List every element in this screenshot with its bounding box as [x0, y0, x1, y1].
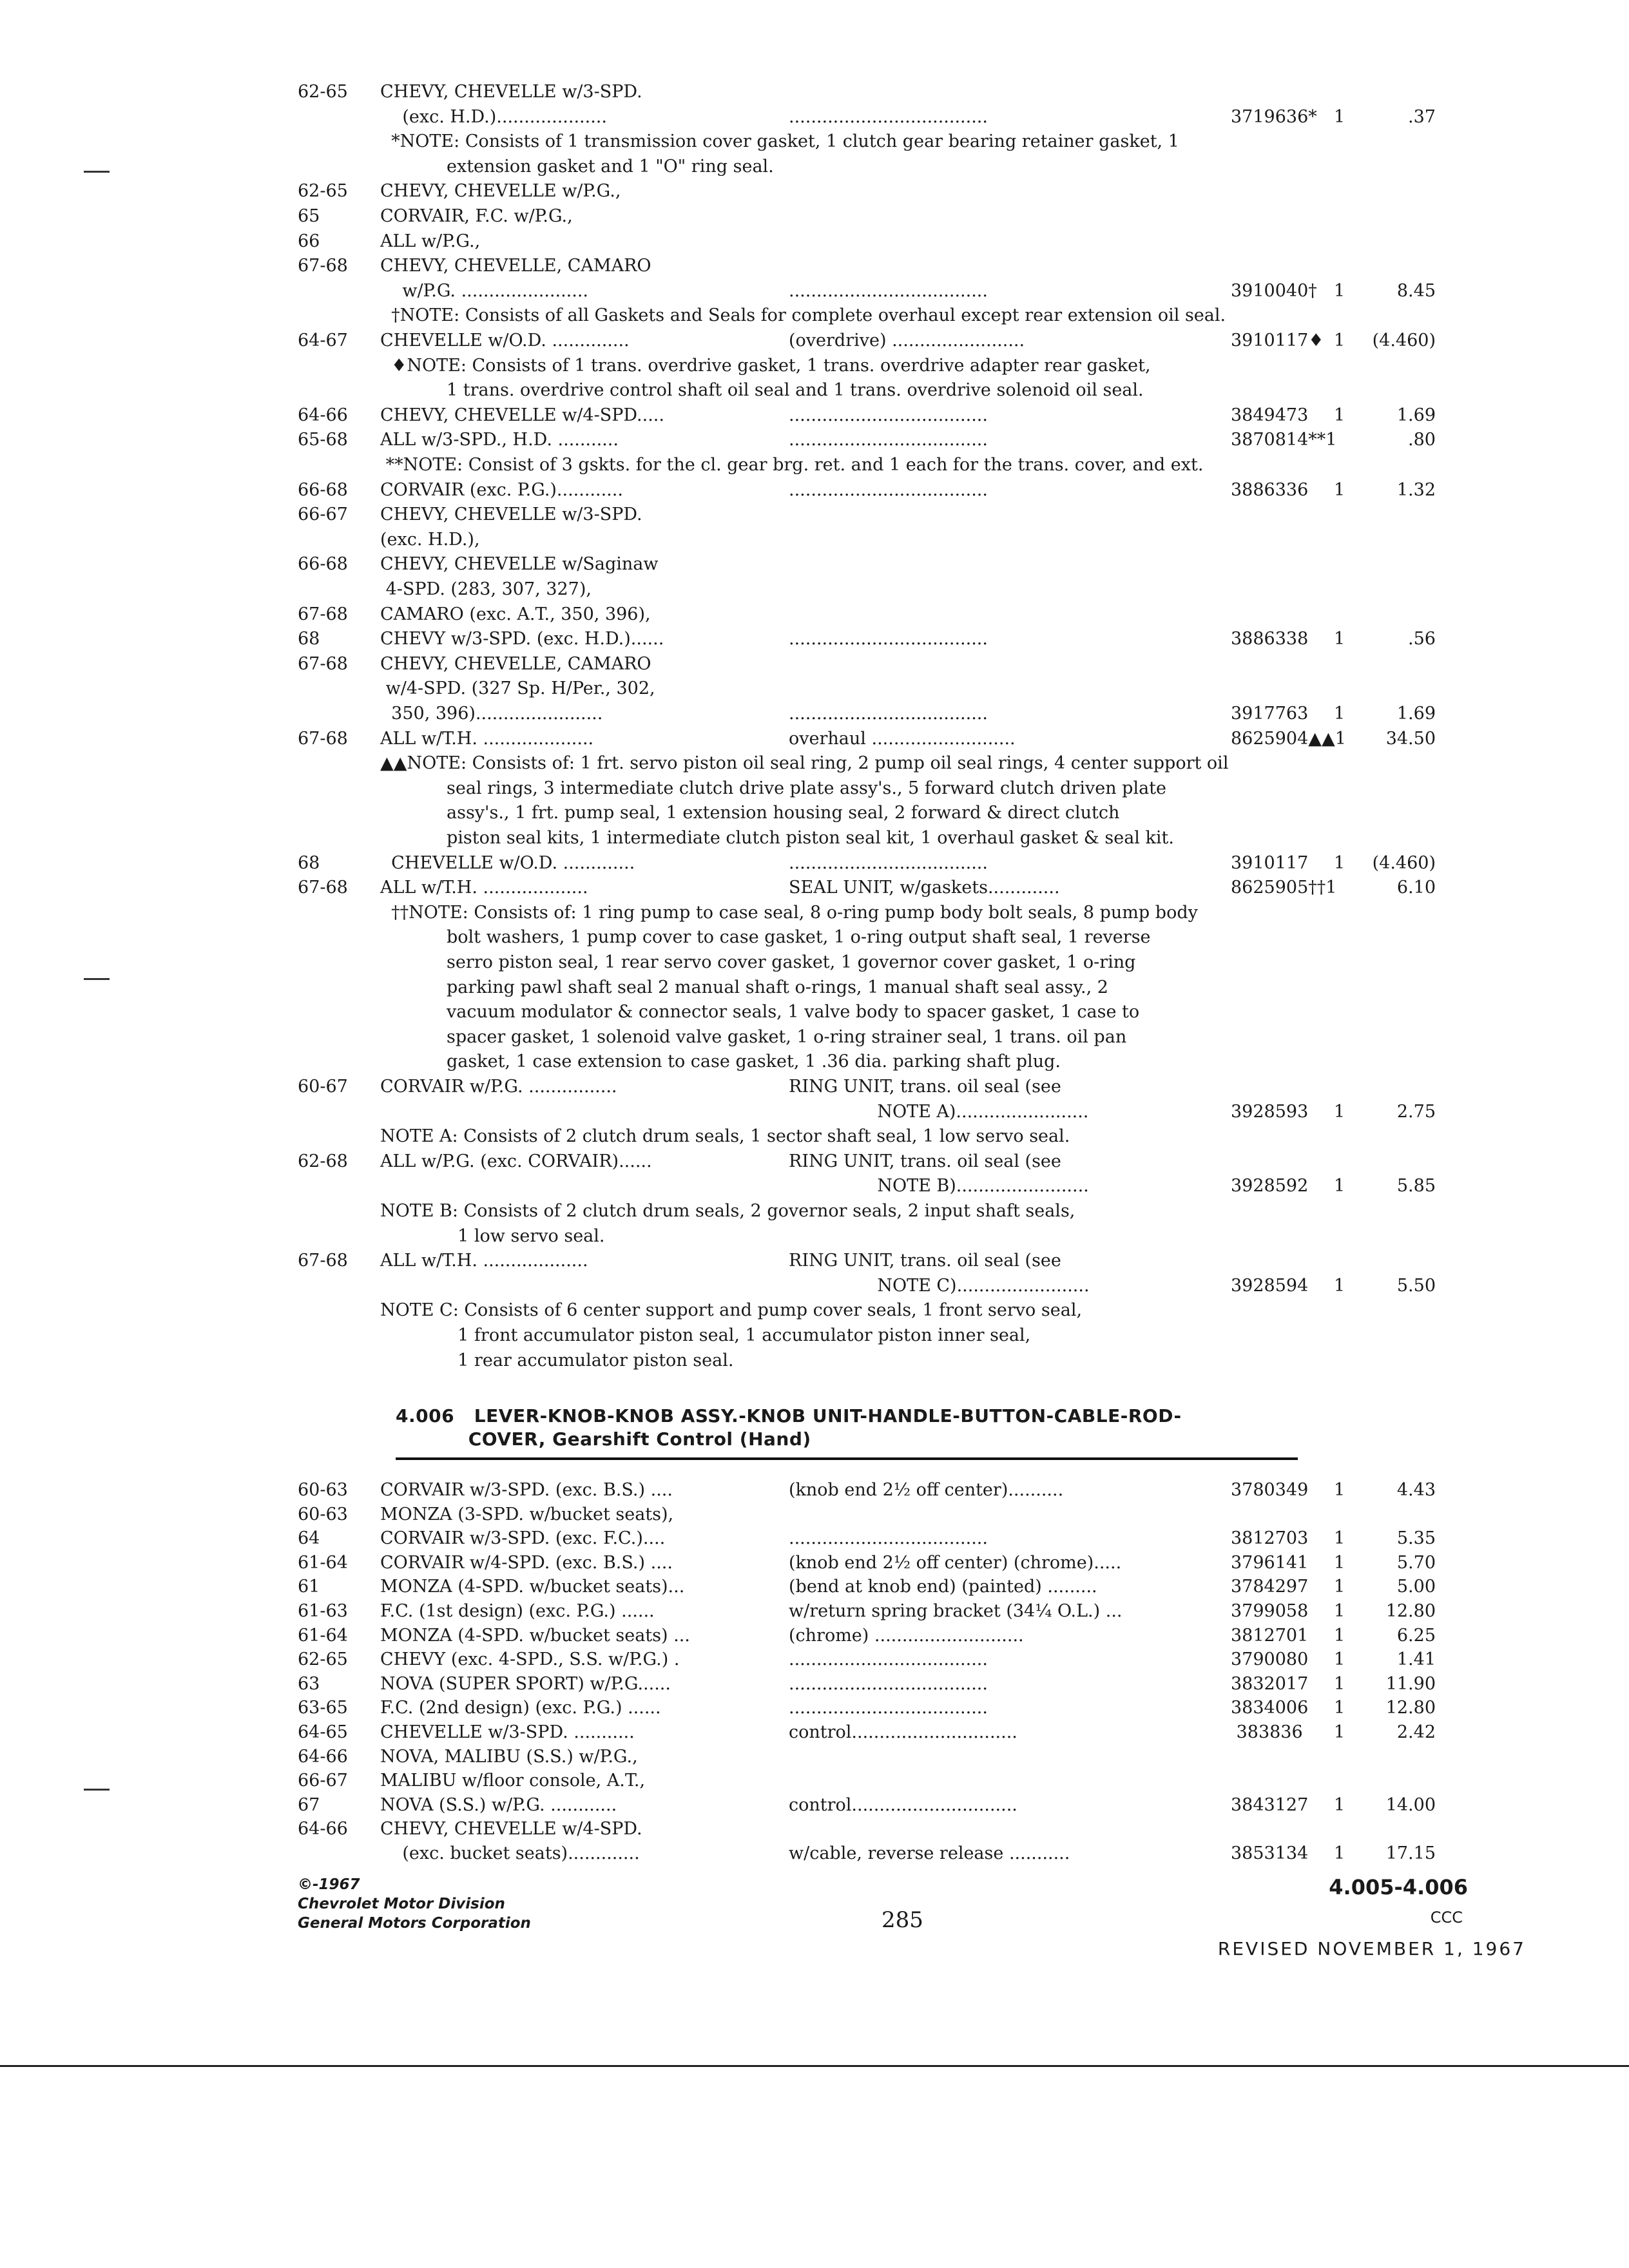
- catalog-line: [0, 105, 1629, 130]
- catalog-line: [0, 1224, 1629, 1249]
- catalog-line: [0, 1769, 1629, 1793]
- part-number: 3799058: [1231, 1601, 1309, 1621]
- page-number: 285: [882, 1907, 923, 1933]
- quantity: 1: [1334, 479, 1345, 500]
- price: 8.45: [1396, 280, 1436, 301]
- detail: NOTE B)........................: [789, 1176, 1089, 1196]
- description: piston seal kits, 1 intermediate clutch piston seal kit, 1 overhaul gasket & seal kit.: [380, 828, 1174, 848]
- detail: control..............................: [789, 1794, 1017, 1815]
- model-years: 67-68: [298, 653, 348, 674]
- description: gasket, 1 case extension to case gasket, 1 .36 dia. parking shaft plug.: [380, 1052, 1061, 1072]
- detail: (knob end 2½ off center) (chrome).....: [789, 1552, 1122, 1573]
- description: ALL w/T.H. ...................: [380, 878, 588, 898]
- detail: ....................................: [789, 280, 988, 301]
- model-years: 61: [298, 1577, 320, 1597]
- price: .56: [1408, 629, 1436, 649]
- description: parking pawl shaft seal 2 manual shaft o-rings, 1 manual shaft seal assy., 2: [380, 977, 1108, 997]
- catalog-line: [0, 303, 1629, 328]
- model-years: 67: [298, 1794, 320, 1815]
- catalog-code: CCC: [1430, 1908, 1463, 1927]
- part-number: 3928593: [1231, 1101, 1309, 1122]
- detail: ....................................: [789, 852, 988, 873]
- catalog-line: [0, 329, 1629, 353]
- catalog-line: [0, 677, 1629, 701]
- catalog-line: [0, 627, 1629, 651]
- section-heading: [396, 1405, 1182, 1451]
- catalog-line: [0, 1274, 1629, 1298]
- part-number: 3796141: [1231, 1552, 1309, 1573]
- model-years: 67-68: [298, 256, 348, 276]
- description: (exc. H.D.),: [380, 529, 480, 550]
- part-number: 3812701: [1231, 1625, 1309, 1646]
- catalog-line: [0, 1745, 1629, 1769]
- quantity: 1: [1334, 405, 1345, 425]
- model-years: 60-67: [298, 1077, 348, 1097]
- description: (exc. H.D.)....................: [380, 106, 607, 127]
- detail: RING UNIT, trans. oil seal (see: [789, 1151, 1061, 1171]
- quantity: 1: [1334, 629, 1345, 649]
- part-number: 3849473: [1231, 405, 1309, 425]
- catalog-line: [0, 428, 1629, 452]
- catalog-line: [0, 751, 1629, 776]
- model-years: 64-65: [298, 1722, 348, 1742]
- catalog-line: [0, 503, 1629, 527]
- model-years: 67-68: [298, 1251, 348, 1271]
- description: w/P.G. .......................: [380, 280, 588, 301]
- detail: ....................................: [789, 1698, 988, 1718]
- revision-date: REVISED NOVEMBER 1, 1967: [1217, 1938, 1526, 1959]
- price: 14.00: [1385, 1794, 1436, 1815]
- description: ▲▲NOTE: Consists of: 1 frt. servo piston oil seal ring, 2 pump oil seal rings, 4 center support oil: [380, 753, 1229, 774]
- quantity: 1: [1334, 1601, 1345, 1621]
- detail: ....................................: [789, 405, 988, 425]
- catalog-line: [0, 602, 1629, 627]
- catalog-line: [0, 1249, 1629, 1273]
- catalog-line: [0, 776, 1629, 801]
- description: 1 trans. overdrive control shaft oil seal and 1 trans. overdrive solenoid oil seal.: [380, 380, 1144, 401]
- catalog-line: [0, 1575, 1629, 1599]
- quantity: 1: [1334, 106, 1345, 127]
- description: 1 front accumulator piston seal, 1 accumulator piston inner seal,: [380, 1325, 1031, 1345]
- detail: w/cable, reverse release ...........: [789, 1843, 1070, 1863]
- catalog-line: [0, 1050, 1629, 1074]
- description: (exc. bucket seats).............: [380, 1843, 640, 1863]
- model-years: 66: [298, 231, 320, 251]
- quantity: 1: [1334, 331, 1345, 351]
- detail: ....................................: [789, 629, 988, 649]
- section-heading-line1: 4.006 LEVER-KNOB-KNOB ASSY.-KNOB UNIT-HANDLE-BUTTON-CABLE-ROD-: [396, 1405, 1182, 1427]
- description: CHEVY (exc. 4-SPD., S.S. w/P.G.) .: [380, 1649, 680, 1670]
- catalog-line: [0, 1349, 1629, 1373]
- model-years: 63-65: [298, 1698, 348, 1718]
- part-number: 3910117♦: [1231, 331, 1324, 351]
- description: *NOTE: Consists of 1 transmission cover gasket, 1 clutch gear bearing retainer gasket, 1: [380, 131, 1179, 152]
- description: NOVA (SUPER SPORT) w/P.G......: [380, 1673, 671, 1694]
- model-years: 66-68: [298, 554, 348, 575]
- catalog-line: [0, 851, 1629, 876]
- model-years: 67-68: [298, 604, 348, 624]
- description: ALL w/P.G. (exc. CORVAIR)......: [380, 1151, 652, 1171]
- detail: NOTE A)........................: [789, 1101, 1089, 1122]
- description: CAMARO (exc. A.T., 350, 396),: [380, 604, 651, 624]
- margin-mark: [84, 171, 110, 173]
- part-number: 3910040†: [1231, 280, 1317, 301]
- description: 1 rear accumulator piston seal.: [380, 1350, 734, 1370]
- detail: RING UNIT, trans. oil seal (see: [789, 1077, 1061, 1097]
- model-years: 64-67: [298, 331, 348, 351]
- catalog-line: [0, 801, 1629, 825]
- margin-mark: [84, 978, 110, 980]
- catalog-line: [0, 975, 1629, 1000]
- quantity: 1: [1334, 1552, 1345, 1573]
- model-years: 64-66: [298, 1819, 348, 1840]
- description: NOVA, MALIBU (S.S.) w/P.G.,: [380, 1746, 638, 1767]
- model-years: 60-63: [298, 1480, 348, 1500]
- model-years: 61-63: [298, 1601, 348, 1621]
- part-number: 3780349: [1231, 1480, 1309, 1500]
- part-number: 3917763: [1231, 704, 1309, 724]
- description: extension gasket and 1 "O" ring seal.: [380, 156, 774, 177]
- part-number: 3928592: [1231, 1176, 1309, 1196]
- price: 11.90: [1385, 1673, 1436, 1694]
- quantity: 1: [1334, 1480, 1345, 1500]
- division: Chevrolet Motor Division: [298, 1896, 505, 1912]
- description: MONZA (4-SPD. w/bucket seats) ...: [380, 1625, 690, 1646]
- catalog-line: [0, 179, 1629, 204]
- detail: ....................................: [789, 479, 988, 500]
- detail: SEAL UNIT, w/gaskets.............: [789, 878, 1060, 898]
- quantity: 1: [1334, 852, 1345, 873]
- catalog-line: [0, 1817, 1629, 1841]
- model-years: 66-67: [298, 505, 348, 525]
- copyright: ©-1967: [298, 1876, 360, 1893]
- catalog-line: [0, 478, 1629, 503]
- description: CORVAIR w/3-SPD. (exc. B.S.) ....: [380, 1480, 673, 1500]
- model-years: 62-65: [298, 82, 348, 102]
- catalog-line: [0, 1298, 1629, 1323]
- catalog-line: [0, 1199, 1629, 1224]
- part-number: 3870814**1: [1231, 430, 1337, 450]
- description: CHEVY, CHEVELLE, CAMARO: [380, 653, 651, 674]
- quantity: 1: [1334, 1698, 1345, 1718]
- catalog-line: [0, 727, 1629, 751]
- section-range: 4.005-4.006: [1329, 1875, 1468, 1899]
- model-years: 67-68: [298, 878, 348, 898]
- catalog-line: [0, 204, 1629, 229]
- description: ♦NOTE: Consists of 1 trans. overdrive gasket, 1 trans. overdrive adapter rear gasket,: [380, 355, 1151, 376]
- part-number: 3812703: [1231, 1528, 1309, 1549]
- catalog-line: [0, 1551, 1629, 1575]
- part-number: 3784297: [1231, 1577, 1309, 1597]
- model-years: 65: [298, 206, 320, 226]
- catalog-line: [0, 279, 1629, 303]
- description: serro piston seal, 1 rear servo cover gasket, 1 governor cover gasket, 1 o-ring: [380, 952, 1136, 972]
- description: 4-SPD. (283, 307, 327),: [380, 579, 592, 599]
- quantity: 1: [1334, 1176, 1345, 1196]
- quantity: 1: [1334, 1625, 1345, 1646]
- quantity: 1: [1334, 1649, 1345, 1670]
- price: 2.75: [1396, 1101, 1436, 1122]
- detail: RING UNIT, trans. oil seal (see: [789, 1251, 1061, 1271]
- description: NOTE A: Consists of 2 clutch drum seals, 1 sector shaft seal, 1 low servo seal.: [380, 1126, 1070, 1147]
- description: CHEVY, CHEVELLE, CAMARO: [380, 256, 651, 276]
- detail: ....................................: [789, 430, 988, 450]
- description: CHEVY, CHEVELLE w/3-SPD.: [380, 505, 642, 525]
- quantity: 1: [1334, 1673, 1345, 1694]
- catalog-line: [0, 652, 1629, 677]
- catalog-line: [0, 1841, 1629, 1866]
- description: seal rings, 3 intermediate clutch drive plate assy's., 5 forward clutch driven plate: [380, 778, 1167, 798]
- catalog-line: [0, 528, 1629, 552]
- catalog-line: [0, 1025, 1629, 1050]
- catalog-line: [0, 925, 1629, 950]
- quantity: 1: [1334, 1843, 1345, 1863]
- quantity: 1: [1334, 1275, 1345, 1296]
- description: CHEVY, CHEVELLE w/4-SPD.: [380, 1819, 642, 1840]
- quantity: 1: [1334, 1794, 1345, 1815]
- price: 1.69: [1396, 405, 1436, 425]
- model-years: 64: [298, 1528, 320, 1549]
- part-number: 383836: [1231, 1722, 1303, 1742]
- quantity: 1: [1334, 1722, 1345, 1742]
- description: 1 low servo seal.: [380, 1225, 605, 1246]
- price: 34.50: [1385, 728, 1436, 749]
- part-number: 3853134: [1231, 1843, 1309, 1863]
- catalog-line: [0, 826, 1629, 850]
- part-number: 3834006: [1231, 1698, 1309, 1718]
- catalog-line: [0, 453, 1629, 477]
- model-years: 63: [298, 1673, 320, 1694]
- description: MONZA (4-SPD. w/bucket seats)...: [380, 1577, 685, 1597]
- catalog-line: [0, 354, 1629, 378]
- detail: NOTE C)........................: [789, 1275, 1090, 1296]
- description: †NOTE: Consists of all Gaskets and Seals for complete overhaul except rear extension oil seal.: [380, 305, 1226, 326]
- description: CHEVY, CHEVELLE w/4-SPD.....: [380, 405, 664, 425]
- description: NOVA (S.S.) w/P.G. ............: [380, 1794, 617, 1815]
- catalog-line: [0, 702, 1629, 726]
- part-number: 3886336: [1231, 479, 1309, 500]
- catalog-line: [0, 1793, 1629, 1818]
- description: CHEVELLE w/O.D. .............: [380, 852, 635, 873]
- catalog-line: [0, 229, 1629, 254]
- catalog-line: [0, 901, 1629, 925]
- price: 5.50: [1396, 1275, 1436, 1296]
- description: CHEVELLE w/3-SPD. ...........: [380, 1722, 635, 1742]
- catalog-line: [0, 80, 1629, 104]
- catalog-line: [0, 1124, 1629, 1149]
- part-number: 3886338: [1231, 629, 1309, 649]
- model-years: 61-64: [298, 1625, 348, 1646]
- detail: (bend at knob end) (painted) .........: [789, 1577, 1097, 1597]
- part-number: 3843127: [1231, 1794, 1309, 1815]
- part-number: 3790080: [1231, 1649, 1309, 1670]
- description: CORVAIR w/4-SPD. (exc. B.S.) ....: [380, 1552, 673, 1573]
- part-number: 3832017: [1231, 1673, 1309, 1694]
- price: 6.25: [1396, 1625, 1436, 1646]
- description: CORVAIR (exc. P.G.)............: [380, 479, 623, 500]
- price: 2.42: [1396, 1722, 1436, 1742]
- price: .80: [1408, 430, 1436, 450]
- detail: w/return spring bracket (34¼ O.L.) ...: [789, 1601, 1123, 1621]
- price: 12.80: [1385, 1601, 1436, 1621]
- catalog-line: [0, 552, 1629, 577]
- description: assy's., 1 frt. pump seal, 1 extension housing seal, 2 forward & direct clutch: [380, 803, 1120, 823]
- price: 5.85: [1396, 1176, 1436, 1196]
- description: ALL w/P.G.,: [380, 231, 481, 251]
- catalog-line: [0, 130, 1629, 154]
- catalog-line: [0, 1696, 1629, 1720]
- model-years: 65-68: [298, 430, 348, 450]
- model-years: 68: [298, 629, 320, 649]
- description: CHEVY, CHEVELLE w/Saginaw: [380, 554, 659, 575]
- description: MALIBU w/floor console, A.T.,: [380, 1771, 646, 1791]
- detail: (overdrive) ........................: [789, 331, 1025, 351]
- model-years: 60-63: [298, 1504, 348, 1524]
- part-number: 3719636*: [1231, 106, 1317, 127]
- catalog-line: [0, 577, 1629, 602]
- catalog-line: [0, 1720, 1629, 1745]
- price: 1.69: [1396, 704, 1436, 724]
- description: F.C. (1st design) (exc. P.G.) ......: [380, 1601, 655, 1621]
- model-years: 62-65: [298, 181, 348, 202]
- model-years: 62-68: [298, 1151, 348, 1171]
- description: ††NOTE: Consists of: 1 ring pump to case seal, 8 o-ring pump body bolt seals, 8 pump body: [380, 902, 1198, 923]
- section-rule: [396, 1457, 1298, 1460]
- description: CORVAIR w/3-SPD. (exc. F.C.)....: [380, 1528, 666, 1549]
- page-bottom-rule: [0, 2065, 1629, 2067]
- detail: (chrome) ...........................: [789, 1625, 1024, 1646]
- price: 5.00: [1396, 1577, 1436, 1597]
- catalog-line: [0, 1624, 1629, 1648]
- description: vacuum modulator & connector seals, 1 valve body to spacer gasket, 1 case to: [380, 1002, 1140, 1023]
- quantity: 1: [1334, 1528, 1345, 1549]
- model-years: 64-66: [298, 405, 348, 425]
- margin-mark: [84, 1789, 110, 1791]
- description: CORVAIR w/P.G. ................: [380, 1077, 617, 1097]
- footer-publisher: [298, 1875, 531, 1933]
- description: CHEVY w/3-SPD. (exc. H.D.)......: [380, 629, 664, 649]
- detail: ....................................: [789, 1649, 988, 1670]
- catalog-line: [0, 1672, 1629, 1696]
- part-number: 3928594: [1231, 1275, 1309, 1296]
- catalog-line: [0, 403, 1629, 428]
- detail: ....................................: [789, 1528, 988, 1549]
- detail: overhaul ..........................: [789, 728, 1016, 749]
- section-heading-line2: COVER, Gearshift Control (Hand): [396, 1428, 811, 1450]
- description: NOTE B: Consists of 2 clutch drum seals, 2 governor seals, 2 input shaft seals,: [380, 1201, 1075, 1221]
- model-years: 62-65: [298, 1649, 348, 1670]
- model-years: 64-66: [298, 1746, 348, 1767]
- catalog-line: [0, 1075, 1629, 1099]
- detail: ....................................: [789, 106, 988, 127]
- description: ALL w/T.H. ...................: [380, 1251, 588, 1271]
- catalog-line: [0, 1323, 1629, 1348]
- catalog-line: [0, 1000, 1629, 1024]
- part-number: 8625904▲▲1: [1231, 728, 1346, 749]
- catalog-line: [0, 1526, 1629, 1551]
- description: w/4-SPD. (327 Sp. H/Per., 302,: [380, 678, 655, 699]
- catalog-line: [0, 1174, 1629, 1198]
- catalog-line: [0, 155, 1629, 179]
- catalog-line: [0, 876, 1629, 900]
- catalog-line: [0, 378, 1629, 403]
- quantity: 1: [1334, 1577, 1345, 1597]
- price: 1.41: [1396, 1649, 1436, 1670]
- corporation: General Motors Corporation: [298, 1915, 531, 1932]
- model-years: 66-67: [298, 1771, 348, 1791]
- price: 4.43: [1396, 1480, 1436, 1500]
- catalog-line: [0, 1478, 1629, 1503]
- model-years: 68: [298, 852, 320, 873]
- price: .37: [1408, 106, 1436, 127]
- detail: (knob end 2½ off center)..........: [789, 1480, 1064, 1500]
- quantity: 1: [1334, 280, 1345, 301]
- catalog-line: [0, 1648, 1629, 1672]
- model-years: 67-68: [298, 728, 348, 749]
- price: 5.70: [1396, 1552, 1436, 1573]
- catalog-line: [0, 950, 1629, 975]
- price: 1.32: [1396, 479, 1436, 500]
- model-years: 61-64: [298, 1552, 348, 1573]
- description: ALL w/T.H. ....................: [380, 728, 594, 749]
- description: F.C. (2nd design) (exc. P.G.) ......: [380, 1698, 661, 1718]
- price: 6.10: [1396, 878, 1436, 898]
- description: NOTE C: Consists of 6 center support and pump cover seals, 1 front servo seal,: [380, 1300, 1083, 1321]
- quantity: 1: [1334, 704, 1345, 724]
- detail: control..............................: [789, 1722, 1017, 1742]
- description: ALL w/3-SPD., H.D. ...........: [380, 430, 619, 450]
- catalog-line: [0, 254, 1629, 278]
- detail: ....................................: [789, 704, 988, 724]
- part-number: 8625905††1: [1231, 878, 1337, 898]
- catalog-line: [0, 1100, 1629, 1124]
- description: bolt washers, 1 pump cover to case gasket, 1 o-ring output shaft seal, 1 reverse: [380, 927, 1151, 948]
- description: 350, 396).......................: [380, 704, 603, 724]
- part-number: 3910117: [1231, 852, 1309, 873]
- description: CHEVY, CHEVELLE w/3-SPD.: [380, 82, 642, 102]
- price: (4.460): [1372, 331, 1436, 351]
- description: MONZA (3-SPD. w/bucket seats),: [380, 1504, 674, 1524]
- description: CORVAIR, F.C. w/P.G.,: [380, 206, 573, 226]
- quantity: 1: [1334, 1101, 1345, 1122]
- catalog-line: [0, 1503, 1629, 1527]
- detail: ....................................: [789, 1673, 988, 1694]
- price: 12.80: [1385, 1698, 1436, 1718]
- catalog-line: [0, 1599, 1629, 1624]
- description: CHEVY, CHEVELLE w/P.G.,: [380, 181, 621, 202]
- description: **NOTE: Consist of 3 gskts. for the cl. gear brg. ret. and 1 each for the trans. cover, and ext.: [380, 455, 1204, 475]
- price: (4.460): [1372, 852, 1436, 873]
- description: CHEVELLE w/O.D. ..............: [380, 331, 630, 351]
- description: spacer gasket, 1 solenoid valve gasket, 1 o-ring strainer seal, 1 trans. oil pan: [380, 1026, 1127, 1047]
- model-years: 66-68: [298, 479, 348, 500]
- price: 5.35: [1396, 1528, 1436, 1549]
- price: 17.15: [1385, 1843, 1436, 1863]
- catalog-line: [0, 1149, 1629, 1174]
